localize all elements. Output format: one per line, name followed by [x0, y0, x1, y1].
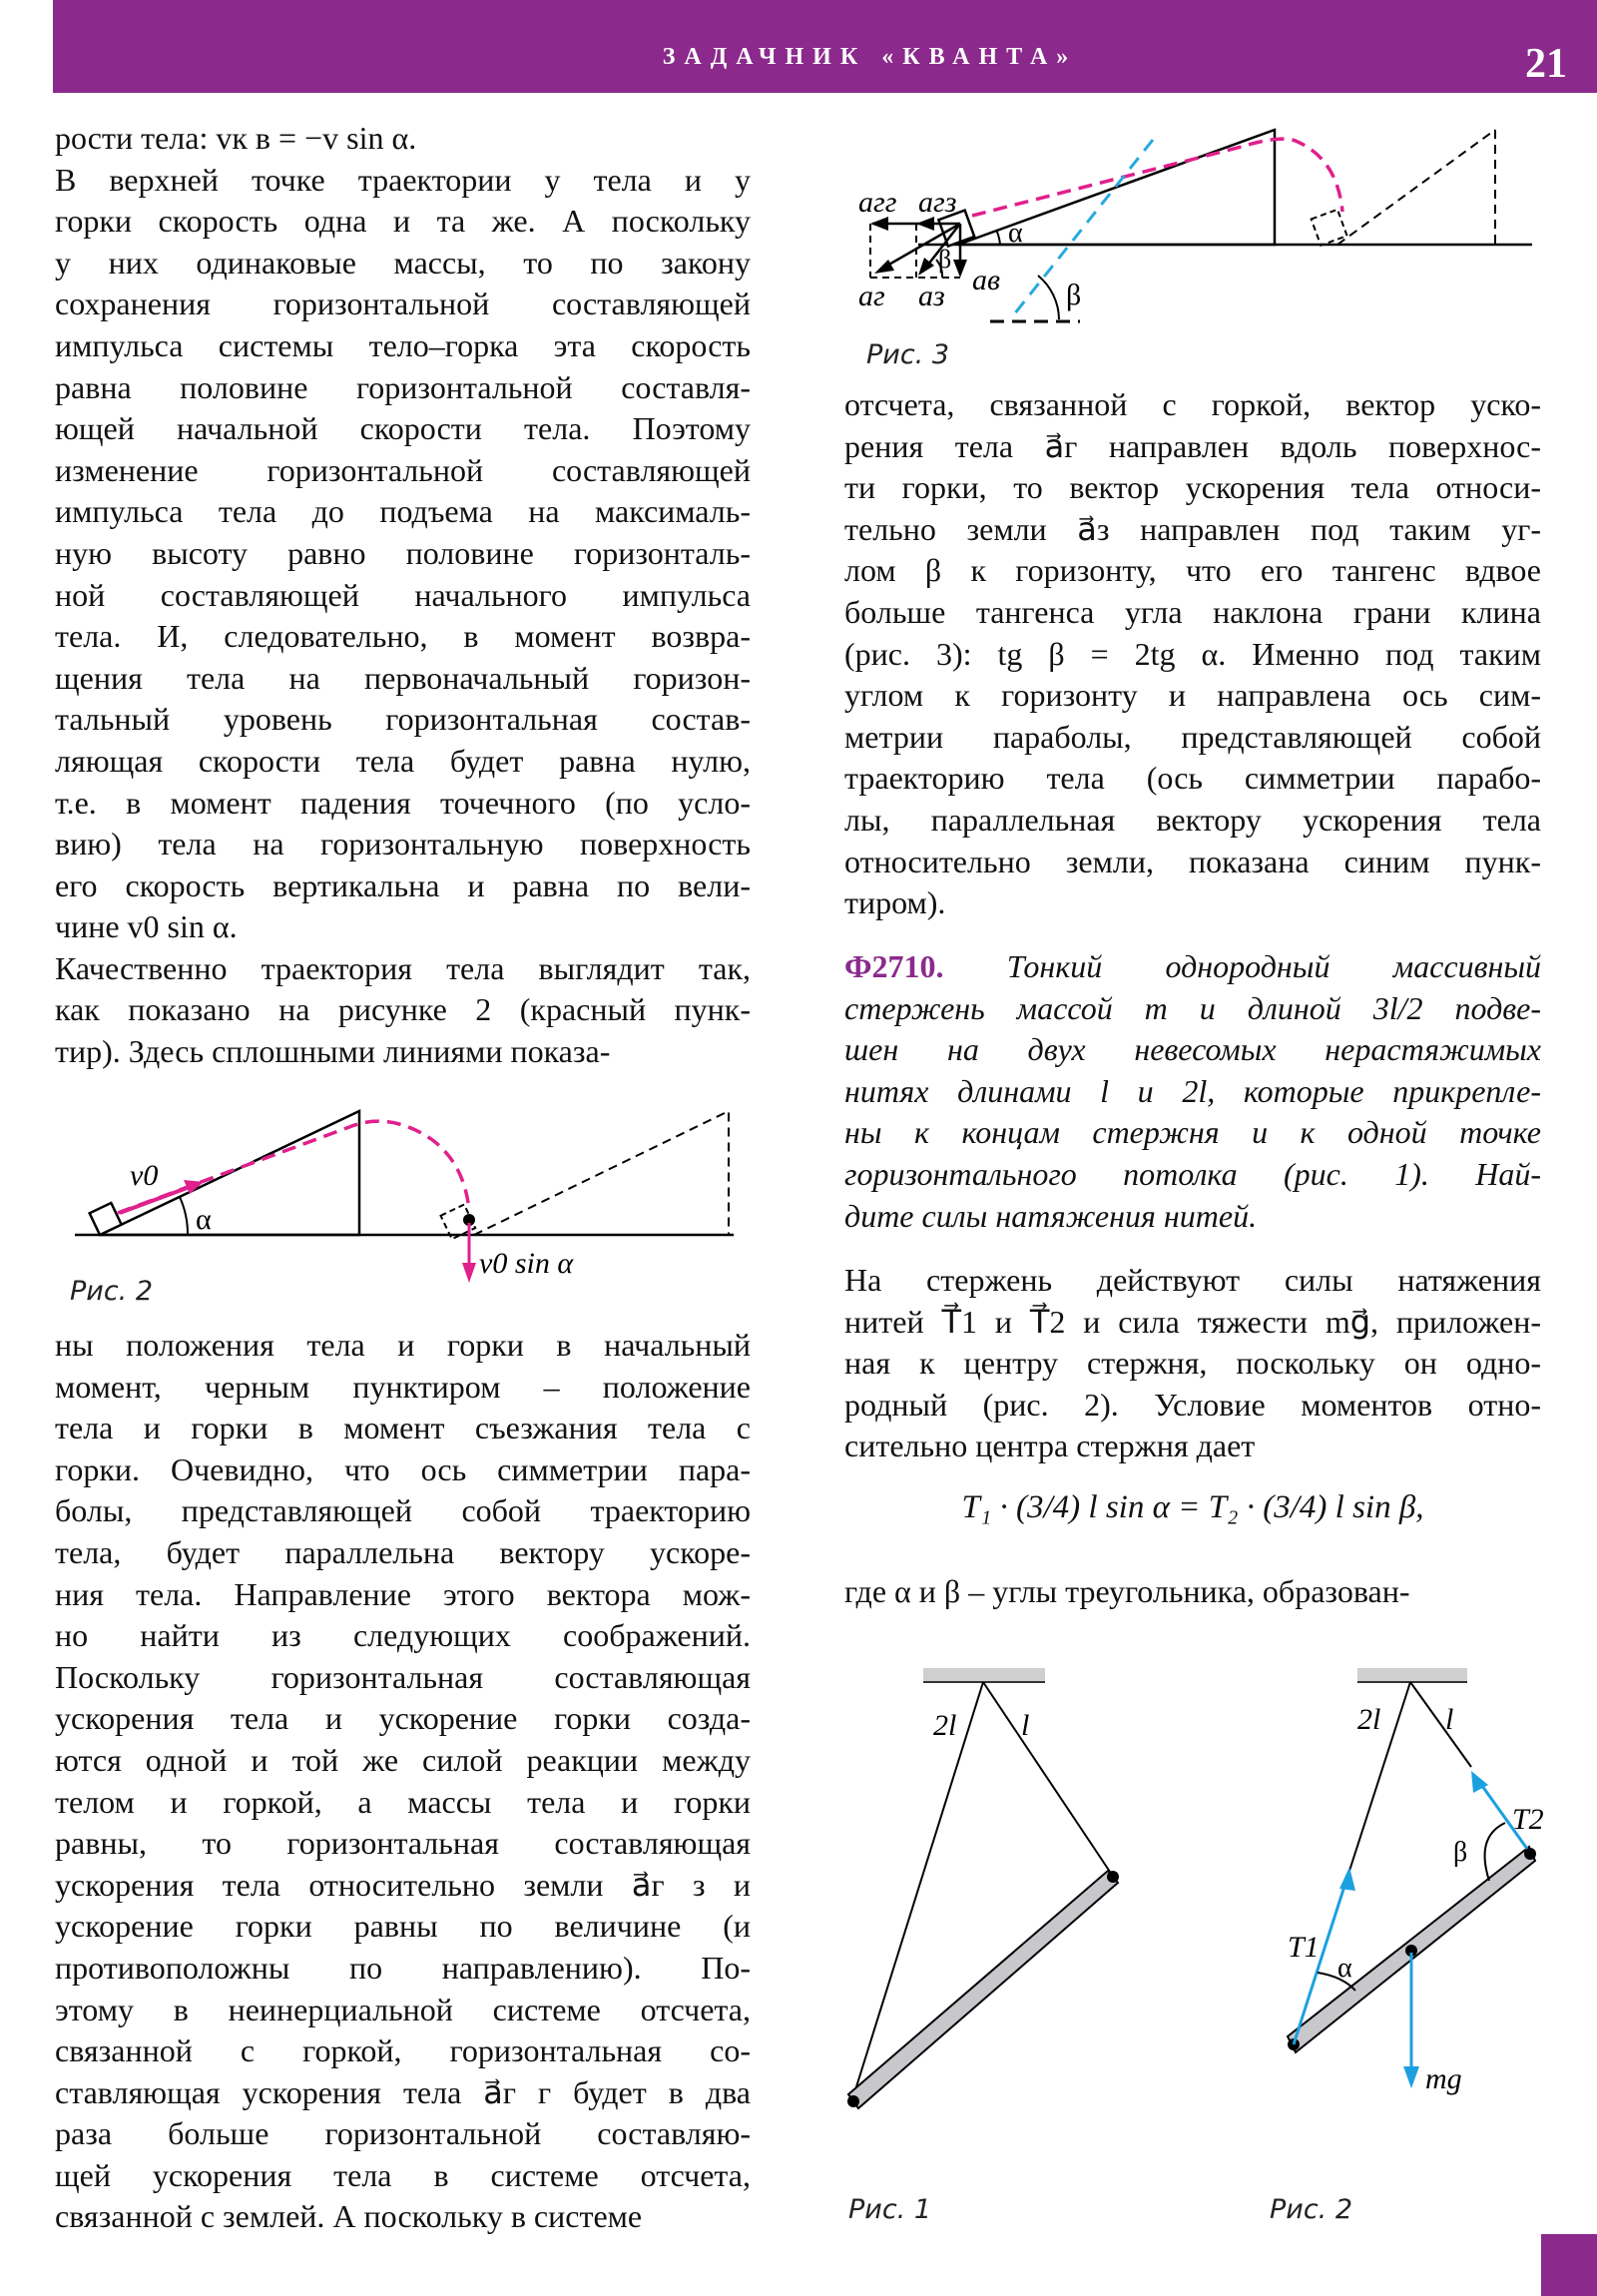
text-line: тир). Здесь сплошными линиями показа-: [55, 1033, 611, 1070]
text-line: сохранения горизонтальной составляющей: [55, 286, 751, 322]
text-line: его скорость вертикальна и равна по вели-: [55, 866, 751, 903]
v0-label: v0: [130, 1159, 159, 1192]
text-line: изменение горизонтальной составляющей: [55, 451, 751, 488]
label-2l: 2l: [933, 1709, 957, 1742]
text-line: противоположны по направлению). По-: [55, 1949, 751, 1986]
text-line: В верхней точке траектории у тела и у: [55, 161, 751, 198]
task-text-line: [844, 1112, 1541, 1154]
beta-arc-lower: [1038, 276, 1059, 319]
alpha-arc: [180, 1197, 188, 1235]
task-f2710: [844, 946, 1541, 1237]
text-line: равна половине горизонтальной составля-: [55, 368, 751, 405]
av-label: aв: [972, 264, 1001, 296]
text-line: метрии параболы, представляющей собой: [844, 718, 1541, 755]
text-line: отсчета, связанной с горкой, вектор уско-: [844, 386, 1541, 422]
T1-label: T1: [1288, 1931, 1320, 1964]
agg-arrowhead: [870, 217, 888, 231]
figure-3-caption: Рис. 3: [866, 339, 950, 370]
trajectory-dashed: [118, 1121, 469, 1213]
corner-accent-block: [1541, 2234, 1597, 2296]
beta-label-vectors: β: [938, 245, 952, 274]
right-column-text-2: [844, 1260, 1541, 1467]
text-line: ускорение горки равны по величине (и: [55, 1908, 751, 1945]
figure-3-acceleration-vectors: [838, 120, 1537, 339]
agg-label: aгг: [858, 186, 897, 219]
task-text: нитях длинами l и 2l, которые прикрепле-: [844, 1072, 1541, 1109]
text-line: (рис. 3): tg β = 2tg α. Именно под таким: [844, 635, 1541, 672]
text-line: горки скорость одна и та же. А поскольку: [55, 203, 751, 240]
text-line: углом к горизонту и направлена ось сим-: [844, 677, 1541, 714]
task-text-line: [844, 1071, 1541, 1113]
text-line: ния тела. Направление этого вектора мож-: [55, 1575, 751, 1612]
text-line: тальный уровень горизонтальная состав-: [55, 701, 751, 738]
label-l: l: [1021, 1709, 1030, 1742]
ceiling: [1357, 1668, 1467, 1682]
T1-arrowhead: [1339, 1867, 1355, 1891]
alpha-label: α: [196, 1203, 212, 1236]
moment-equation: T₁ · (3/4) l sin α = T₂ · (3/4) l sin β,: [961, 1489, 1424, 1525]
rod: [848, 1871, 1118, 2108]
v0sin-label: v0 sin α: [479, 1247, 574, 1280]
text-line: ускорения тела и ускорение горки созда-: [55, 1700, 751, 1737]
text-line: горки. Очевидно, что ось симметрии пара-: [55, 1450, 751, 1487]
text-line: тела, будет параллельна вектору ускоре-: [55, 1533, 751, 1570]
hill-final: [474, 1111, 729, 1235]
text-line: сительно центра стержня дает: [844, 1428, 1256, 1464]
text-line: болы, представляющей собой траекторию: [55, 1492, 751, 1529]
text-line: относительно земли, показана синим пунк-: [844, 843, 1541, 879]
text-line: но найти из следующих соображений.: [55, 1617, 751, 1654]
rod-end-left: [847, 2095, 859, 2107]
agz-label: aгз: [918, 186, 957, 219]
figure-2-caption: Рис. 2: [70, 1276, 154, 1307]
label-2l: 2l: [1357, 1703, 1381, 1736]
text-line: ляющая скорости тела будет равна нулю,: [55, 742, 751, 779]
text-line: как показано на рисунке 2 (красный пунк-: [55, 991, 751, 1028]
text-line: щения тела на первоначальный горизон-: [55, 659, 751, 696]
text-line: ны положения тела и горки в начальный: [55, 1327, 751, 1363]
text-line: Поскольку горизонтальная составляющая: [55, 1658, 751, 1695]
agz-arrowhead: [916, 217, 934, 231]
text-line: связанной с горкой, горизонтальная со-: [55, 2032, 751, 2069]
text-line: ются одной и той же силой реакции между: [55, 1741, 751, 1778]
text-line: ная к центру стержня, поскольку он одно-: [844, 1345, 1541, 1382]
text-line: равны, то горизонтальная составляющая: [55, 1825, 751, 1862]
text-line: рения тела a⃗г направлен вдоль поверхнос-: [844, 427, 1541, 464]
figure-1-suspended-rod: [828, 1657, 1228, 2226]
text-line: больше тангенса угла наклона грани клина: [844, 593, 1541, 630]
text-line: ставляющая ускорения тела a⃗г г будет в два: [55, 2073, 751, 2110]
text-line: лом β к горизонту, что его тангенс вдвое: [844, 552, 1541, 589]
task-text-line: [844, 946, 1541, 988]
task-text: Тонкий однородный массивный: [1006, 948, 1542, 984]
task-text: горизонтального потолка (рис. 1). Най-: [844, 1155, 1541, 1192]
figure-2-force-diagram: [1228, 1657, 1597, 2216]
alpha-arc: [996, 230, 1000, 245]
left-column-text-2: [55, 1325, 751, 2238]
text-line: лы, параллельная вектору ускорения тела: [844, 801, 1541, 838]
task-text: дите силы натяжения нитей.: [844, 1197, 1258, 1234]
trajectory-dashed: [972, 139, 1342, 216]
beta-label-lower: β: [1066, 279, 1082, 311]
task-text-line: [844, 988, 1541, 1030]
right-column-text-3: [844, 1571, 1541, 1613]
task-text: стержень массой m и длиной 3l/2 подве-: [844, 989, 1541, 1026]
text-line: траекторию тела (ось симметрии парабо-: [844, 760, 1541, 797]
text-line: тела. И, следовательно, в момент возвра-: [55, 618, 751, 655]
figure-1-caption: Рис. 1: [848, 2194, 932, 2225]
alpha-label: α: [1008, 218, 1023, 249]
task-text-line: [844, 1029, 1541, 1071]
ag-arrowhead: [874, 260, 894, 274]
av-arrowhead: [953, 260, 967, 278]
body-initial: [90, 1203, 122, 1235]
mg-label: mg: [1425, 2062, 1462, 2095]
text-line: импульса системы тело–горка эта скорость: [55, 326, 751, 363]
text-line: рости тела: vк в = −v sin α.: [55, 120, 417, 156]
v0sin-arrowhead: [462, 1263, 476, 1283]
alpha-label: α: [1337, 1953, 1352, 1984]
text-line: ную высоту равно половине горизонталь-: [55, 534, 751, 571]
right-column-text-1: [844, 384, 1541, 924]
text-line: тиром).: [844, 884, 946, 921]
page-number: 21: [1525, 41, 1567, 87]
rod-end-right: [1107, 1871, 1119, 1883]
figure-2-slide-trajectory: [60, 1083, 759, 1313]
text-line: чине v0 sin α.: [55, 908, 238, 945]
text-line: тельно земли a⃗з направлен под таким уг-: [844, 510, 1541, 547]
T2-label: T2: [1512, 1803, 1544, 1836]
mg-arrowhead: [1403, 2066, 1419, 2088]
body-final: [1312, 210, 1347, 246]
task-number: Ф2710.: [844, 948, 1007, 984]
ceiling: [923, 1668, 1045, 1682]
text-line: ющей начальной скорости тела. Поэтому: [55, 410, 751, 447]
text-line: родный (рис. 2). Условие моментов отно-: [844, 1386, 1541, 1423]
ag-label: aг: [858, 280, 885, 312]
text-line: вию) тела на горизонтальную поверхность: [55, 826, 751, 862]
text-line: связанной с землей. А поскольку в системе: [55, 2198, 643, 2235]
task-text: ны к концам стержня и к одной точке: [844, 1114, 1541, 1151]
left-column-text-1: [55, 118, 751, 1073]
text-line: нитей T⃗1 и T⃗2 и сила тяжести mg⃗, приложен-: [844, 1303, 1541, 1340]
symmetry-axis: [1010, 140, 1153, 319]
text-line: импульса тела до подъема на максималь-: [55, 493, 751, 530]
text-line: где α и β – углы треугольника, образован-: [844, 1573, 1410, 1609]
text-line: ускорения тела относительно земли a⃗г з и: [55, 1866, 751, 1903]
page-header: [53, 0, 1597, 93]
text-line: момент, черным пунктиром – положение: [55, 1368, 751, 1405]
label-l: l: [1445, 1703, 1454, 1736]
string-l: [983, 1682, 1112, 1875]
text-line: щей ускорения тела в системе отсчета,: [55, 2156, 751, 2193]
task-text-line: [844, 1154, 1541, 1196]
text-line: этому в неинерциальной системе отсчета,: [55, 1991, 751, 2027]
text-line: у них одинаковые массы, то по закону: [55, 244, 751, 281]
hill-final-top: [1337, 130, 1495, 245]
az-label: aз: [918, 280, 945, 312]
task-text: шен на двух невесомых нерастяжимых: [844, 1031, 1541, 1068]
task-text-line: [844, 1196, 1541, 1238]
text-line: На стержень действуют силы натяжения: [844, 1262, 1541, 1298]
text-line: раза больше горизонтальной составляю-: [55, 2115, 751, 2152]
string-l: [1410, 1682, 1471, 1767]
text-line: ти горки, то вектор ускорения тела относи-: [844, 469, 1541, 506]
figure-2-right-caption: Рис. 2: [1270, 2194, 1353, 2225]
text-line: Качественно траектория тела выглядит так,: [55, 949, 751, 986]
text-line: т.е. в момент падения точечного (по усло-: [55, 784, 751, 821]
journal-section-title: ЗАДАЧНИК «КВАНТА»: [662, 44, 1078, 70]
beta-label: β: [1453, 1837, 1468, 1868]
text-line: тела и горки в момент съезжания тела с: [55, 1410, 751, 1446]
text-line: ной составляющей начального импульса: [55, 576, 751, 613]
text-line: телом и горкой, а массы тела и горки: [55, 1783, 751, 1820]
